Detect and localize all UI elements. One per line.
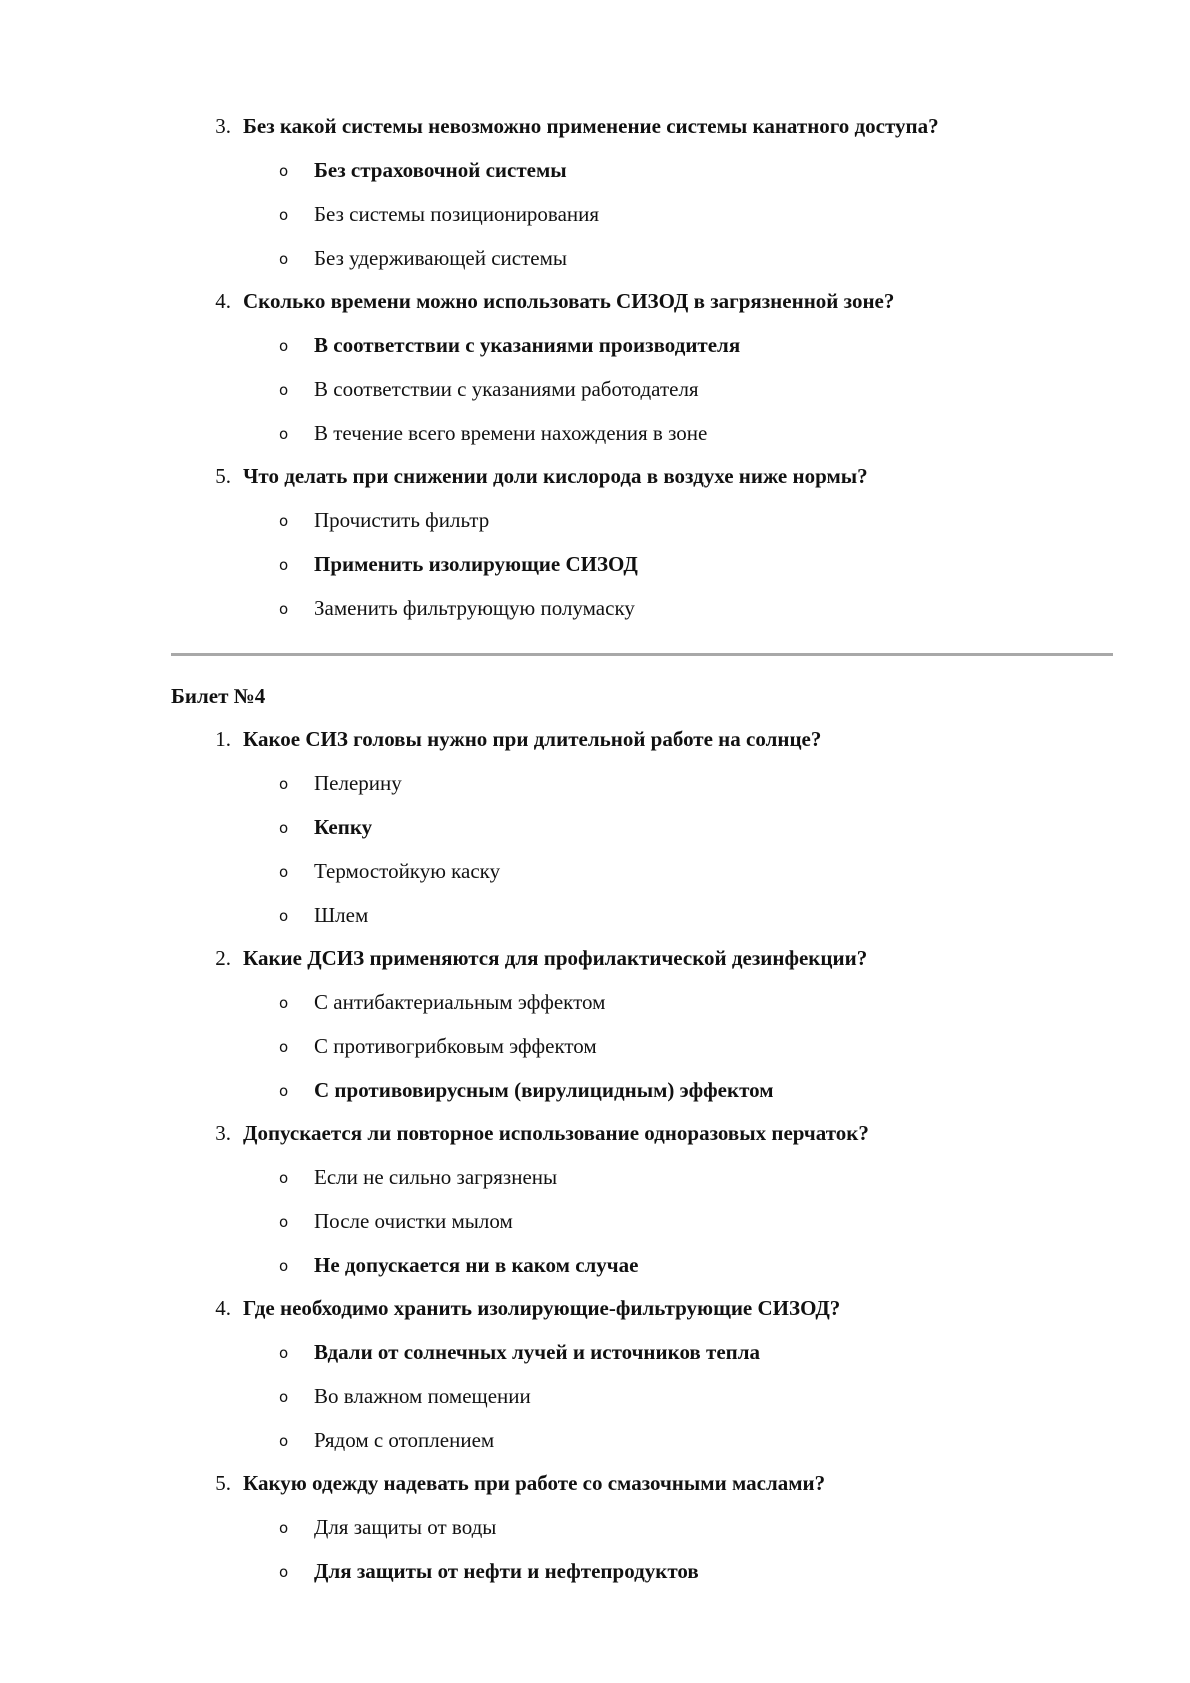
question-number: 3. — [215, 114, 231, 138]
question-number: 4. — [215, 1296, 231, 1320]
bullet-icon: o — [279, 337, 289, 355]
answer-text: В соответствии с указаниями работодателя — [314, 377, 699, 401]
answer-text: Для защиты от нефти и нефтепродуктов — [314, 1559, 699, 1583]
question-text: Где необходимо хранить изолирующие-фильтрующие СИЗОД? — [243, 1296, 841, 1320]
answer-text: Термостойкую каску — [314, 859, 501, 883]
question-text: Допускается ли повторное использование одноразовых перчаток? — [243, 1121, 869, 1145]
question-number: 5. — [215, 1471, 231, 1495]
answer-text: Без страховочной системы — [314, 158, 567, 182]
bullet-icon: o — [279, 994, 289, 1012]
bullet-icon: o — [279, 1388, 289, 1406]
answer-text: Пелерину — [314, 771, 402, 795]
bullet-icon: o — [279, 1344, 289, 1362]
bullet-icon: o — [279, 1257, 289, 1275]
bullet-icon: o — [279, 1519, 289, 1537]
question-number: 1. — [215, 727, 231, 751]
bullet-icon: o — [279, 775, 289, 793]
answer-text: В течение всего времени нахождения в зоне — [314, 421, 708, 445]
answer-text: Прочистить фильтр — [314, 508, 490, 532]
bullet-icon: o — [279, 1213, 289, 1231]
question-text: Сколько времени можно использовать СИЗОД в загрязненной зоне? — [243, 289, 895, 313]
answer-text: Если не сильно загрязнены — [314, 1165, 558, 1189]
bullet-icon: o — [279, 556, 289, 574]
question-text: Какое СИЗ головы нужно при длительной работе на солнце? — [243, 727, 822, 751]
answer-text: С противовирусным (вирулицидным) эффектом — [314, 1078, 774, 1102]
answer-text: Заменить фильтрующую полумаску — [314, 596, 635, 620]
answer-text: Шлем — [314, 903, 369, 927]
answer-text: С антибактериальным эффектом — [314, 990, 606, 1014]
answer-text: Кепку — [314, 815, 373, 839]
bullet-icon: o — [279, 425, 289, 443]
answer-text: Рядом с отоплением — [314, 1428, 495, 1452]
answer-text: С противогрибковым эффектом — [314, 1034, 597, 1058]
bullet-icon: o — [279, 162, 289, 180]
question-number: 3. — [215, 1121, 231, 1145]
bullet-icon: o — [279, 1563, 289, 1581]
bullet-icon: o — [279, 863, 289, 881]
answer-text: Без системы позиционирования — [314, 202, 600, 226]
bullet-icon: o — [279, 206, 289, 224]
answer-text: Применить изолирующие СИЗОД — [314, 552, 638, 576]
question-number: 4. — [215, 289, 231, 313]
bullet-icon: o — [279, 1038, 289, 1056]
bullet-icon: o — [279, 512, 289, 530]
answer-text: Для защиты от воды — [314, 1515, 497, 1539]
question-text: Что делать при снижении доли кислорода в воздухе ниже нормы? — [243, 464, 868, 488]
bullet-icon: o — [279, 600, 289, 618]
question-text: Какую одежду надевать при работе со смазочными маслами? — [243, 1471, 826, 1495]
bullet-icon: o — [279, 1169, 289, 1187]
question-text: Без какой системы невозможно применение системы канатного доступа? — [243, 114, 939, 138]
ticket-title: Билет №4 — [171, 684, 266, 708]
bullet-icon: o — [279, 907, 289, 925]
bullet-icon: o — [279, 1432, 289, 1450]
question-number: 2. — [215, 946, 231, 970]
horizontal-divider — [171, 653, 1113, 656]
question-number: 5. — [215, 464, 231, 488]
answer-text: Не допускается ни в каком случае — [314, 1253, 639, 1277]
answer-text: Без удерживающей системы — [314, 246, 568, 270]
bullet-icon: o — [279, 1082, 289, 1100]
bullet-icon: o — [279, 819, 289, 837]
answer-text: В соответствии с указаниями производителя — [314, 333, 741, 357]
answer-text: Во влажном помещении — [314, 1384, 531, 1408]
bullet-icon: o — [279, 250, 289, 268]
answer-text: Вдали от солнечных лучей и источников тепла — [314, 1340, 761, 1364]
question-text: Какие ДСИЗ применяются для профилактической дезинфекции? — [243, 946, 868, 970]
answer-text: После очистки мылом — [314, 1209, 513, 1233]
bullet-icon: o — [279, 381, 289, 399]
